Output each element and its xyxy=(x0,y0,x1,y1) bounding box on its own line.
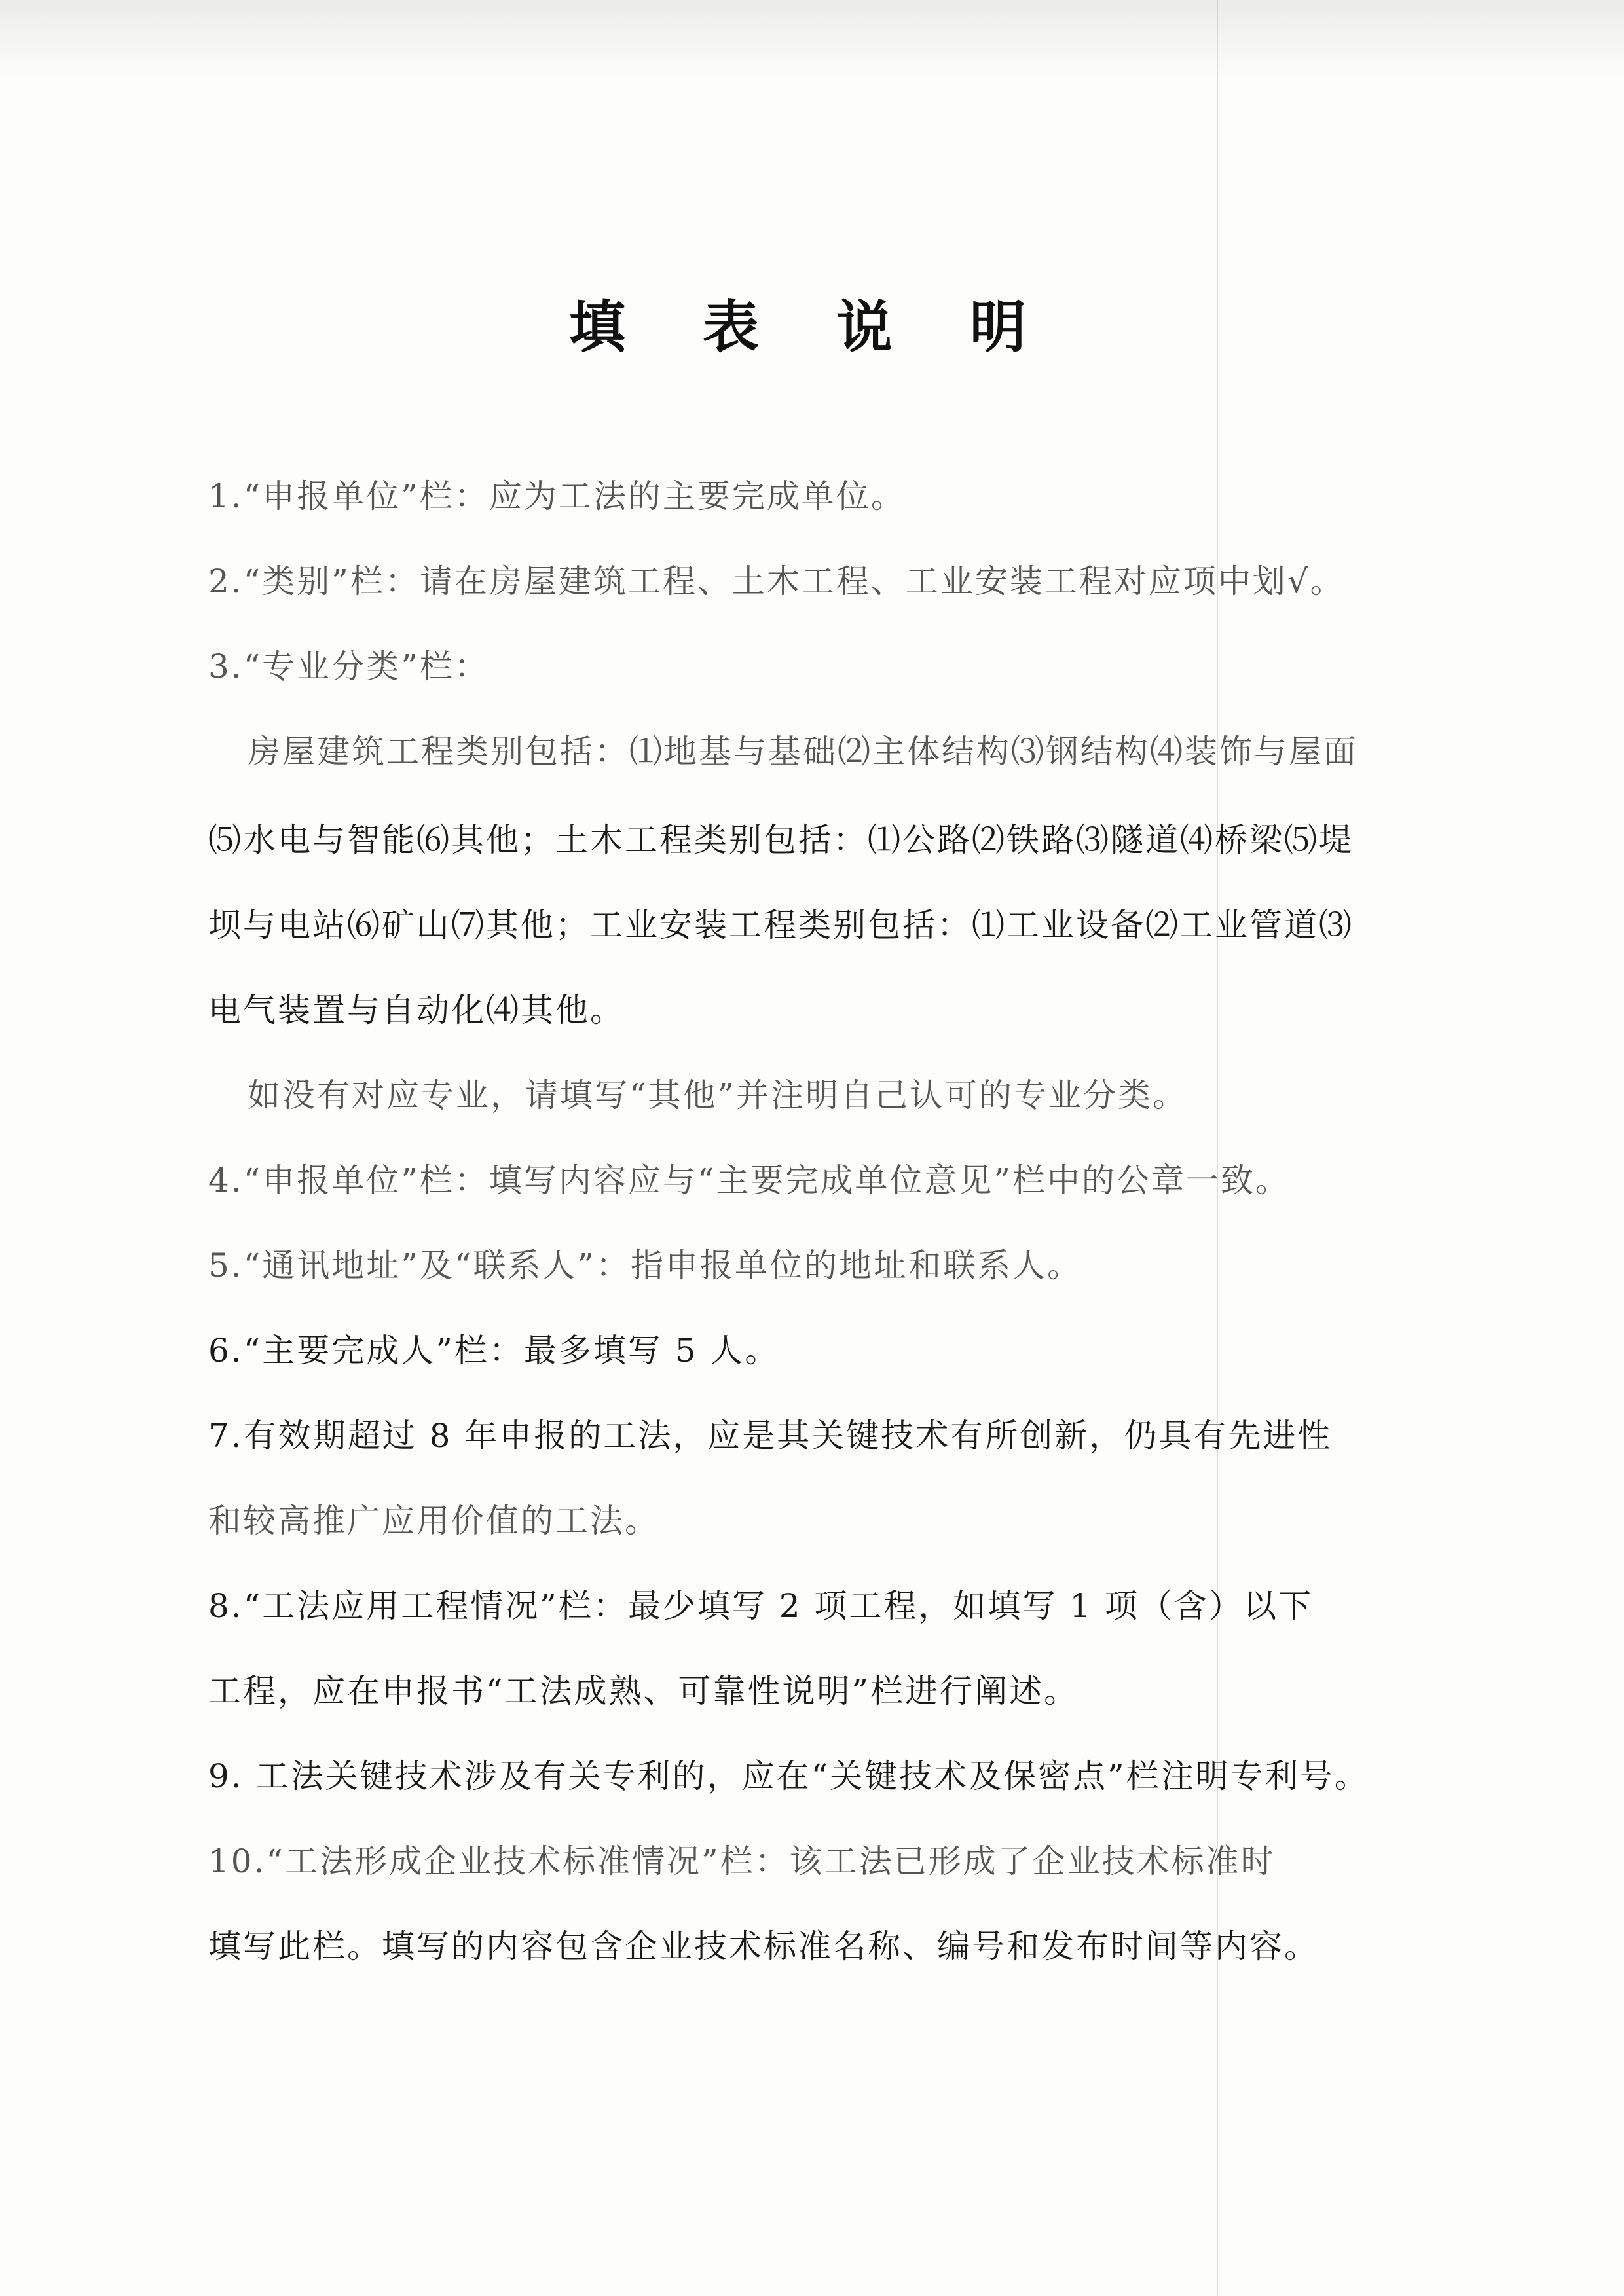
instruction-line: 电气装置与自动化⑷其他。 xyxy=(208,991,625,1029)
instruction-line: 1.“申报单位”栏：应为工法的主要完成单位。 xyxy=(208,477,906,515)
instruction-line: 10.“工法形成企业技术标准情况”栏：该工法已形成了企业技术标准时 xyxy=(208,1842,1276,1880)
instruction-line: 房屋建筑工程类别包括：⑴地基与基础⑵主体结构⑶钢结构⑷装饰与屋面 xyxy=(248,733,1358,771)
instruction-line: ⑸水电与智能⑹其他；土木工程类别包括：⑴公路⑵铁路⑶隧道⑷桥梁⑸堤 xyxy=(208,821,1354,859)
instruction-line: 如没有对应专业，请填写“其他”并注明自己认可的专业分类。 xyxy=(248,1076,1188,1114)
instruction-line: 4.“申报单位”栏：填写内容应与“主要完成单位意见”栏中的公章一致。 xyxy=(208,1161,1290,1199)
instruction-line: 工程，应在申报书“工法成熟、可靠性说明”栏进行阐述。 xyxy=(208,1672,1079,1710)
instruction-line: 8.“工法应用工程情况”栏：最少填写 2 项工程，如填写 1 项（含）以下 xyxy=(208,1587,1314,1625)
instruction-line: 填写此栏。填写的内容包含企业技术标准名称、编号和发布时间等内容。 xyxy=(208,1927,1319,1965)
instruction-line: 2.“类别”栏：请在房屋建筑工程、土木工程、工业安装工程对应项中划√。 xyxy=(208,562,1345,600)
instruction-line: 和较高推广应用价值的工法。 xyxy=(208,1502,659,1540)
scan-shadow xyxy=(0,0,1624,79)
instruction-line: 3.“专业分类”栏： xyxy=(208,647,489,685)
page-title: 填 表 说 明 xyxy=(569,294,1055,360)
instruction-line: 6.“主要完成人”栏：最多填写 5 人。 xyxy=(208,1332,780,1370)
instruction-line: 5.“通讯地址”及“联系人”：指申报单位的地址和联系人。 xyxy=(208,1247,1082,1285)
instruction-line: 7.有效期超过 8 年申报的工法，应是其关键技术有所创新，仍具有先进性 xyxy=(208,1417,1333,1455)
instruction-line: 9. 工法关键技术涉及有关专利的，应在“关键技术及保密点”栏注明专利号。 xyxy=(208,1757,1369,1795)
instruction-line: 坝与电站⑹矿山⑺其他；工业安装工程类别包括：⑴工业设备⑵工业管道⑶ xyxy=(208,906,1354,944)
